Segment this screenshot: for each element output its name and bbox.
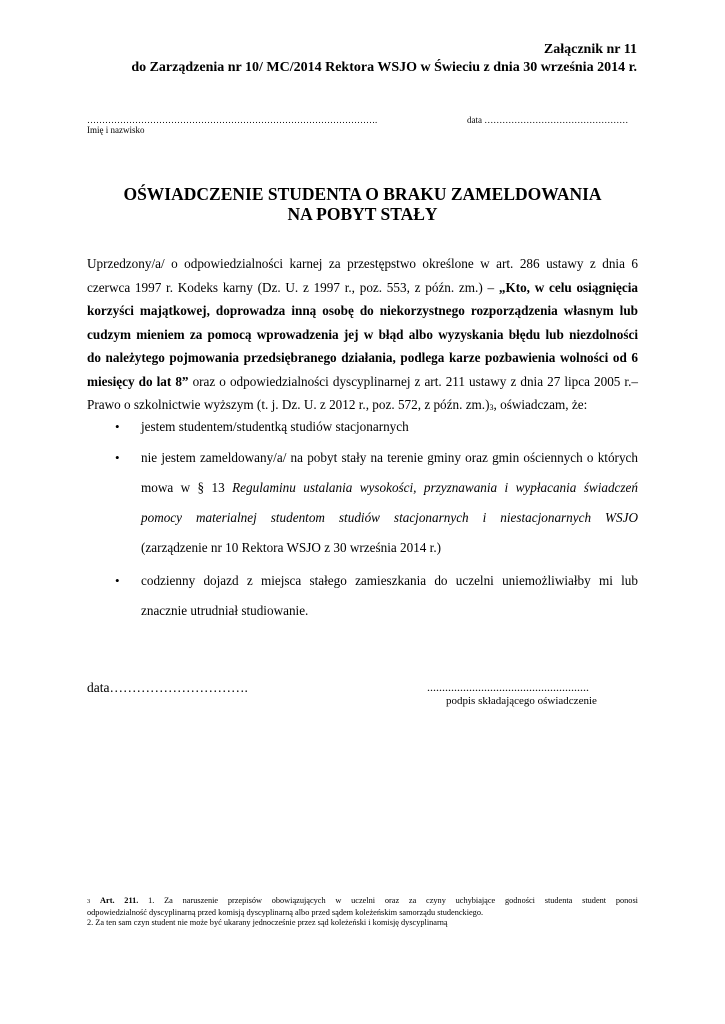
statement-paragraph: [87, 252, 638, 420]
date-field-dots: …………………………………………: [484, 115, 629, 125]
bullet-icon: •: [115, 573, 120, 588]
title-line-1: OŚWIADCZENIE STUDENTA O BRAKU ZAMELDOWANIA: [123, 184, 602, 204]
paragraph-line: do należytego pojmowania przedsiębranego działania, podlega karze pozbawienia wolności od 6: [87, 350, 638, 365]
date-field: [467, 115, 628, 126]
paragraph-line: korzyści majątkowej, doprowadza inną osobę do niekorzystnego rozporządzenia własnym lub: [87, 303, 638, 318]
footnote-number: 3: [87, 898, 91, 905]
quote-start: „Kto, w celu osiągnięcia: [498, 279, 639, 295]
signature-date: data………………………….: [87, 680, 248, 695]
document-title: [0, 184, 725, 224]
paragraph-line: miesięcy do lat 8” oraz o odpowiedzialności dyscyplinarnej z art. 211 ustawy z dnia 27 lipca 2005 r.–: [87, 373, 638, 389]
title-line-2: NA POBYT STAŁY: [287, 204, 438, 224]
bullet-item-1: jestem studentem/studentką studiów stacjonarnych: [141, 419, 409, 434]
name-field-dots: …………………………………………………………………………………….: [87, 115, 378, 125]
bullet-item-3: codzienny dojazd z miejsca stałego zamieszkania do uczelni uniemożliwiałby mi lub znacznie utrudniał studiowanie.: [141, 573, 638, 618]
paragraph-line: czerwca 1997 r. Kodeks karny (Dz. U. z 1997 r., poz. 553, z późn. zm.) – „Kto, w celu osiągnięcia: [87, 279, 639, 295]
signature-dots: ......................................................: [427, 680, 589, 694]
bullet-item-2: nie jestem zameldowany/a/ na pobyt stały na terenie gminy oraz gmin ościennych o których mowa w § 13 Regulaminu ustalania wysokości, przyznawania i wypłacania świadczeń pomocy materialnej studentom studiów stacjonarnych i niestacjonarnych WSJO (zarządzenie nr 10 Rektora WSJO z 30 września 2014 r.): [141, 450, 638, 555]
quote-end: miesięcy do lat 8”: [87, 373, 189, 389]
signature-label: podpis składającego oświadczenie: [446, 695, 597, 707]
footnote-article: Art. 211.: [100, 896, 139, 905]
paragraph-line: Prawo o szkolnictwie wyższym (t. j. Dz. U. z 2012 r., poz. 572, z późn. $zm.)_3$, oświadczam, że:: [87, 397, 588, 412]
attachment-number: Załącznik nr 11: [543, 42, 637, 57]
footnote: 3 Art. 211. 1. Za naruszenie przepisów obowiązujących w uczelni oraz za czyny uchybiające godności studenta student ponosi odpowiedzialność dyscyplinarną przed komisją dyscyplinarną albo przed sądem koleżeńskim samorządu studenckiego. 2. Za ten sam czyn student nie może być ukarany jednocześnie przez sąd koleżeński i komisję dyscyplinarną: [87, 896, 638, 927]
date-field-label: data: [467, 115, 482, 125]
bullet-icon: •: [115, 450, 120, 465]
paragraph-line: Uprzedzony/a/ o odpowiedzialności karnej za przestępstwo określone w art. 286 ustawy z dnia 6: [87, 256, 638, 271]
name-field-label: Imię i nazwisko: [87, 125, 145, 135]
attachment-header: [131, 41, 637, 77]
paragraph-line: cudzym mieniem za pomocą wprowadzenia jej w błąd albo wyzyskania błędu lub niezdolności: [87, 326, 638, 342]
bullet-icon: •: [115, 419, 120, 434]
footnote-marker: 3: [489, 403, 494, 412]
attachment-reference: do Zarządzenia nr 10/ MC/2014 Rektora WSJO w Świeciu z dnia 30 września 2014 r.: [131, 60, 637, 75]
